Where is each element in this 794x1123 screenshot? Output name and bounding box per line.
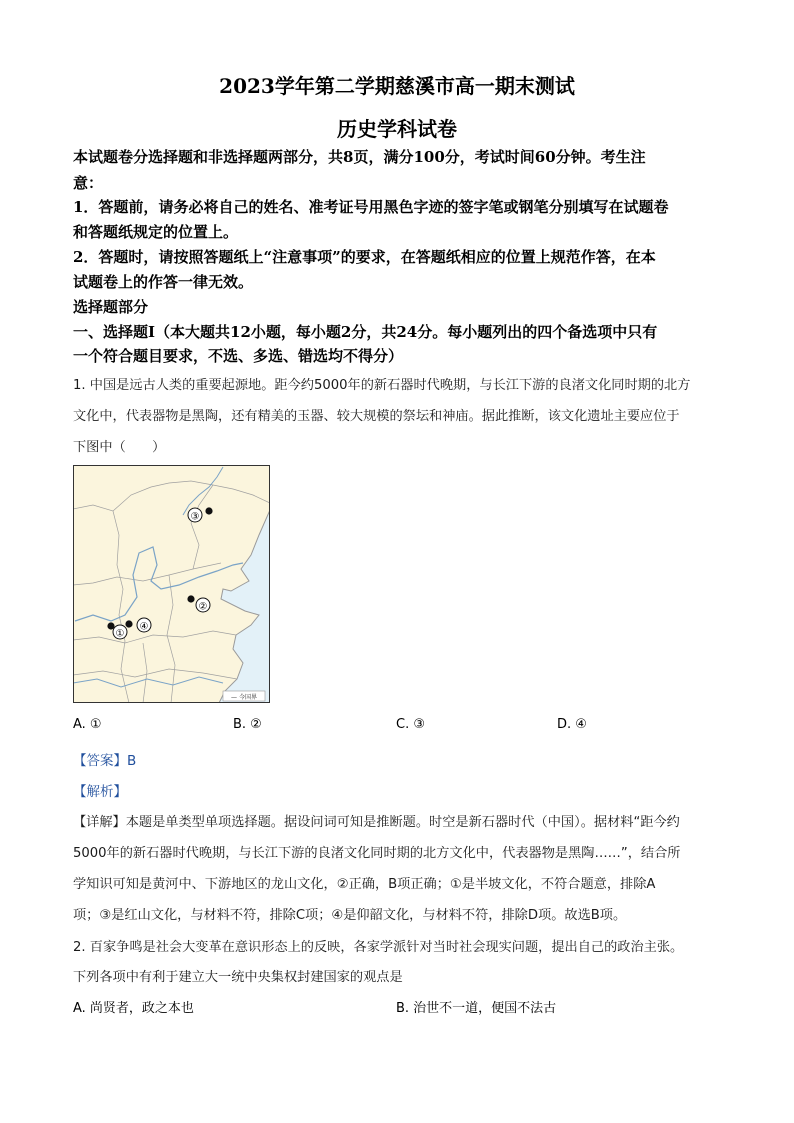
q2-option-b[interactable]: B. 治世不一道，便国不法古 (396, 1001, 557, 1016)
map-land (73, 465, 270, 703)
section-heading-line-1: 一、选择题Ⅰ（本大题共12小题，每小题2分，共24分。每小题列出的四个备选项中只有 (73, 323, 658, 341)
instructions-line-6: 试题卷上的作答一律无效。 (73, 273, 254, 291)
section-part-label: 选择题部分 (73, 298, 149, 316)
map-legend-text: — 今国界 (231, 694, 257, 701)
site-3-dot (205, 507, 212, 514)
site-4-dot (125, 620, 132, 627)
instructions-line-4: 和答题纸规定的位置上。 (73, 223, 239, 241)
q1-option-c[interactable]: C. ③ (396, 717, 425, 732)
question-2-line-2: 下列各项中有利于建立大一统中央集权封建国家的观点是 (73, 970, 403, 985)
answer-tag: 【答案】B (73, 753, 137, 769)
site-3-label: ③ (190, 511, 200, 523)
q1-option-a[interactable]: A. ① (73, 717, 102, 732)
detail-line-4: 项；③是红山文化，与材料不符，排除C项；④是仰韶文化，与材料不符，排除D项。故选B项。 (73, 908, 627, 923)
detail-line-2: 5000年的新石器时代晚期，与长江下游的良渚文化同时期的北方文化中，代表器物是黑陶……”，结合所 (73, 846, 681, 861)
question-1-line-3: 下图中（ ） (73, 440, 166, 455)
q2-option-a[interactable]: A. 尚贤者，政之本也 (73, 1001, 194, 1016)
site-4-label: ④ (139, 621, 149, 633)
site-2-dot (187, 595, 194, 602)
question-1-line-1: 1. 中国是远古人类的重要起源地。距今约5000年的新石器时代晚期，与长江下游的良渚文化同时期的北方 (73, 378, 691, 393)
question-1-line-2: 文化中，代表器物是黑陶，还有精美的玉器、较大规模的祭坛和神庙。据此推断，该文化遗址主要应位于 (73, 409, 680, 424)
exam-subtitle: 历史学科试卷 (337, 117, 457, 141)
instructions-line-3: 1．答题前，请务必将自己的姓名、准考证号用黑色字迹的签字笔或钢笔分别填写在试题卷 (73, 198, 669, 216)
question-2-line-1: 2. 百家争鸣是社会大变革在意识形态上的反映，各家学派针对当时社会现实问题，提出自己的政治主张。 (73, 940, 684, 955)
q1-option-d[interactable]: D. ④ (557, 717, 587, 732)
instructions-line-5: 2．答题时，请按照答题纸上“注意事项”的要求，在答题纸相应的位置上规范作答，在本 (73, 248, 656, 266)
question-1-map (73, 465, 270, 703)
detail-line-1: 【详解】本题是单类型单项选择题。据设问词可知是推断题。时空是新石器时代（中国）。据材料“距今约 (73, 815, 680, 830)
section-heading-line-2: 一个符合题目要求，不选、多选、错选均不得分） (73, 347, 404, 365)
q1-option-b[interactable]: B. ② (233, 717, 262, 732)
exam-title: 2023学年第二学期慈溪市高一期末测试 (219, 74, 575, 98)
instructions-line-2: 意： (73, 174, 104, 192)
site-2-label: ② (198, 601, 208, 613)
detail-line-3: 学知识可知是黄河中、下游地区的龙山文化，②正确，B项正确；①是半坡文化，不符合题意，排除A (73, 877, 656, 892)
site-1-label: ① (115, 628, 125, 640)
instructions-line-1: 本试题卷分选择题和非选择题两部分，共8页，满分100分，考试时间60分钟。考生注 (73, 148, 646, 166)
analysis-tag: 【解析】 (73, 784, 127, 800)
